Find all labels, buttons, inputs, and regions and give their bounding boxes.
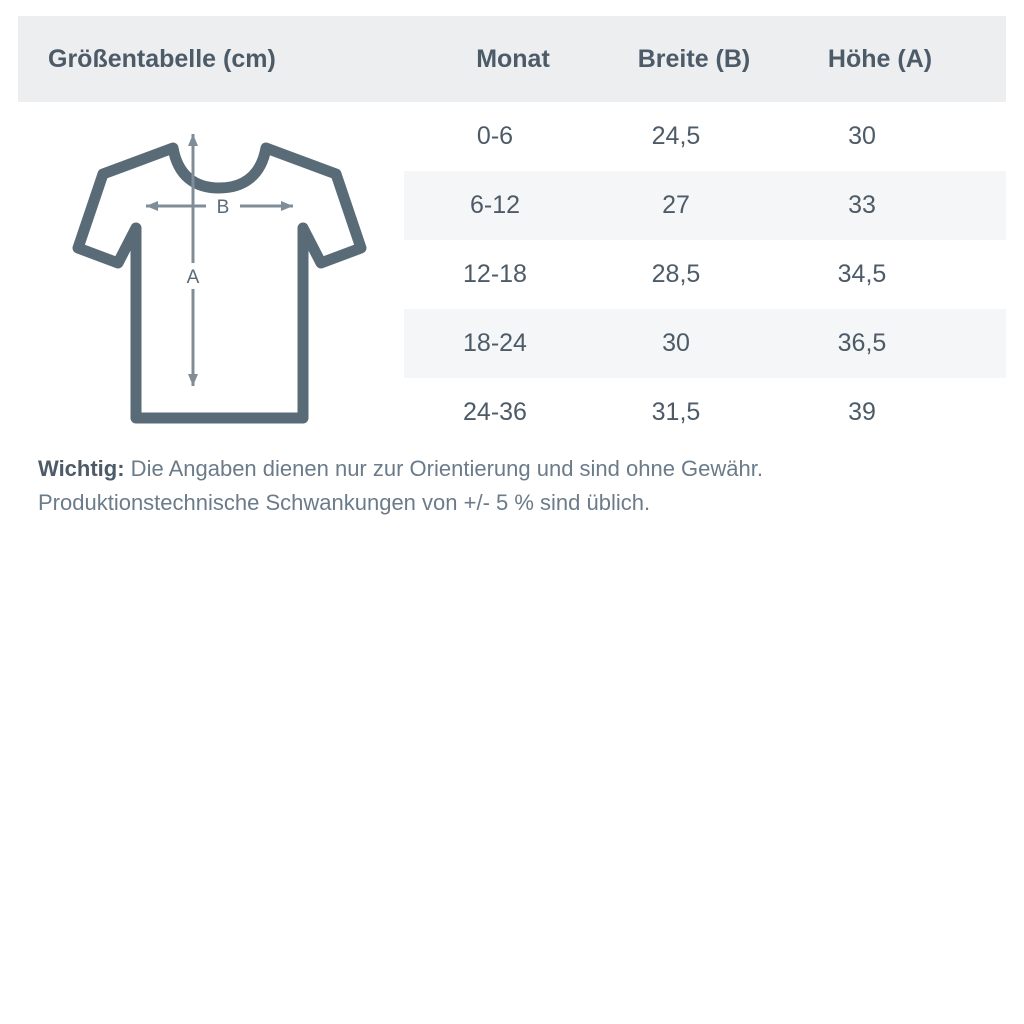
cell-width: 30 bbox=[662, 329, 690, 357]
cell-month: 24-36 bbox=[463, 398, 527, 426]
cell-month: 0-6 bbox=[476, 122, 514, 150]
height-arrow-head-bottom bbox=[188, 374, 198, 386]
size-table-body bbox=[404, 102, 1006, 447]
cell-width: 27 bbox=[662, 191, 690, 219]
table-row bbox=[404, 171, 1006, 240]
table-row bbox=[404, 102, 1006, 171]
cell-month: 6-12 bbox=[469, 191, 521, 219]
cell-width: 31,5 bbox=[651, 398, 701, 426]
disclaimer-lead: Wichtig: bbox=[38, 456, 125, 481]
disclaimer-text-1: Die Angaben dienen nur zur Orientierung und sind ohne Gewähr. bbox=[124, 456, 763, 481]
height-label: A bbox=[186, 267, 200, 288]
cell-month: 12-18 bbox=[463, 260, 527, 288]
measurement-diagram bbox=[18, 108, 404, 448]
cell-height: 39 bbox=[848, 398, 876, 426]
tshirt-outline bbox=[78, 148, 361, 418]
cell-height: 30 bbox=[848, 122, 876, 150]
table-row bbox=[404, 309, 1006, 378]
column-header-height: Höhe (A) bbox=[827, 44, 933, 73]
cell-width: 24,5 bbox=[651, 122, 701, 150]
table-row bbox=[404, 378, 1006, 447]
table-header-row bbox=[18, 16, 1006, 102]
column-header-month: Monat bbox=[476, 44, 550, 73]
cell-height: 33 bbox=[848, 191, 876, 219]
column-header-width: Breite (B) bbox=[637, 44, 751, 73]
disclaimer-line-1 bbox=[38, 452, 988, 486]
page-title: Größentabelle (cm) bbox=[48, 44, 276, 73]
disclaimer-line-2: Produktionstechnische Schwankungen von +/- 5 % sind üblich. bbox=[38, 490, 651, 515]
table-row bbox=[404, 240, 1006, 309]
tshirt-icon bbox=[18, 108, 404, 448]
cell-month: 18-24 bbox=[463, 329, 527, 357]
width-arrow-head-right bbox=[281, 201, 293, 211]
disclaimer-note bbox=[38, 452, 988, 520]
cell-width: 28,5 bbox=[651, 260, 701, 288]
height-arrow-head-top bbox=[188, 134, 198, 146]
width-label: B bbox=[216, 197, 230, 218]
cell-height: 34,5 bbox=[837, 260, 887, 288]
cell-height: 36,5 bbox=[837, 329, 887, 357]
width-arrow-head-left bbox=[146, 201, 158, 211]
